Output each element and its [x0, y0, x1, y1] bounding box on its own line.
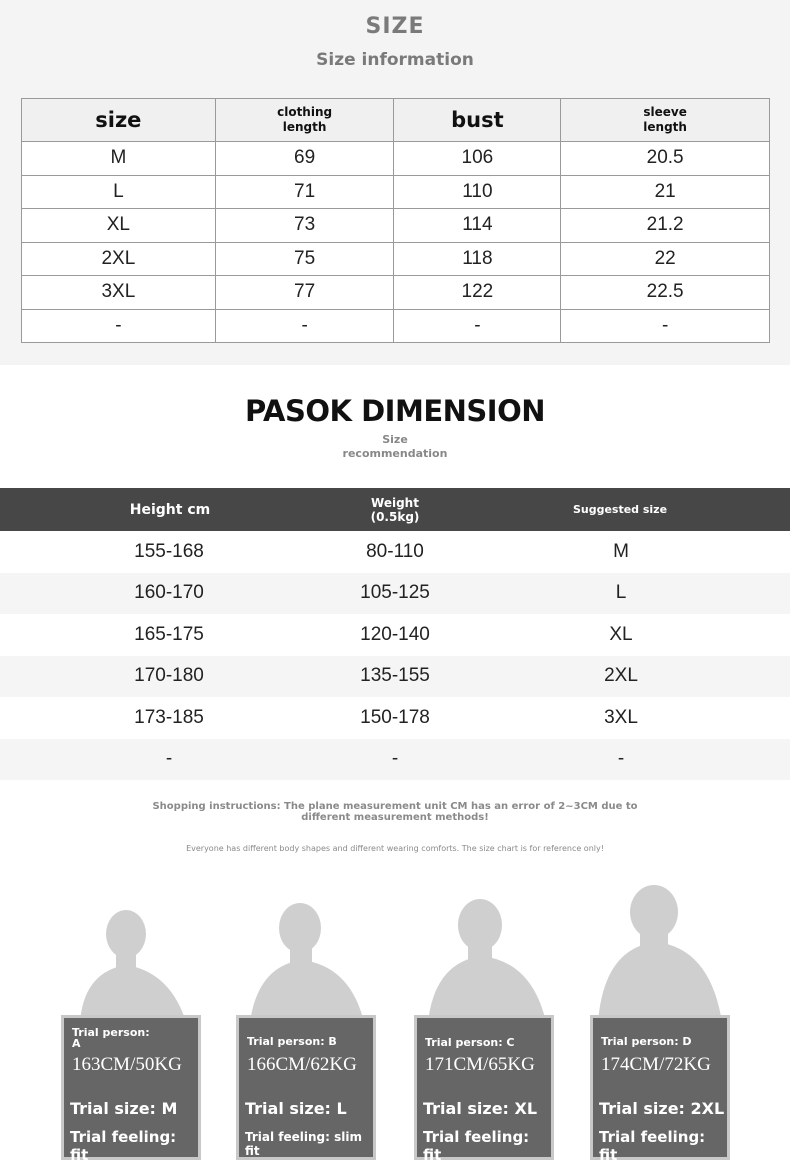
cell-size: - — [22, 309, 216, 343]
trial-feeling: Trial feeling: fit — [423, 1128, 530, 1164]
trial-person-label: Trial person: C — [425, 1036, 515, 1049]
cell-bust: 118 — [394, 242, 561, 276]
cell-clothing-length: 77 — [215, 276, 394, 310]
trial-feeling: Trial feeling: fit — [599, 1128, 706, 1164]
cell-weight: 135-155 — [360, 665, 430, 687]
cell-sleeve-length: 22.5 — [561, 276, 770, 310]
cell-bust: 106 — [394, 142, 561, 176]
cell-size: M — [22, 142, 216, 176]
trial-card-b — [236, 1015, 376, 1160]
section-title: SIZE — [365, 14, 425, 39]
trial-feeling: Trial feeling: fit — [70, 1128, 177, 1164]
trial-feeling: Trial feeling: slim fit — [245, 1130, 362, 1158]
cell-clothing-length: 73 — [215, 209, 394, 243]
trial-measurements: 163CM/50KG — [72, 1054, 182, 1075]
trial-measurements: 174CM/72KG — [601, 1054, 711, 1075]
header-height: Height cm — [129, 501, 211, 518]
trial-size: Trial size: L — [245, 1099, 347, 1118]
cell-suggested-size: - — [617, 748, 625, 770]
cell-height: 160-170 — [134, 582, 204, 604]
cell-weight: 150-178 — [360, 706, 430, 728]
cell-sleeve-length: 21 — [561, 175, 770, 209]
cell-clothing-length: 69 — [215, 142, 394, 176]
cell-suggested-size: 2XL — [604, 665, 638, 687]
cell-height: 165-175 — [134, 623, 204, 645]
cell-bust: 114 — [394, 209, 561, 243]
cell-suggested-size: 3XL — [604, 706, 638, 728]
cell-bust: - — [394, 309, 561, 343]
shopping-instructions: Shopping instructions: The plane measurement unit CM has an error of 2~3CM due to different measurement methods! — [152, 801, 638, 823]
cell-weight: 80-110 — [366, 540, 424, 562]
cell-suggested-size: L — [615, 582, 627, 604]
cell-weight: 120-140 — [360, 623, 430, 645]
cell-height: 155-168 — [134, 540, 204, 562]
trial-card-d — [590, 1015, 730, 1164]
recommendation-subtitle: Size recommendation — [342, 433, 448, 460]
trial-person-label: Trial person: A — [72, 1026, 150, 1050]
cell-bust: 110 — [394, 175, 561, 209]
cell-bust: 122 — [394, 276, 561, 310]
cell-sleeve-length: 22 — [561, 242, 770, 276]
cell-weight: 105-125 — [360, 582, 430, 604]
cell-sleeve-length: 20.5 — [561, 142, 770, 176]
cell-size: XL — [22, 209, 216, 243]
section-subtitle: Size information — [316, 50, 474, 70]
trial-measurements: 171CM/65KG — [425, 1054, 535, 1075]
cell-clothing-length: - — [215, 309, 394, 343]
header-weight: Weight (0.5kg) — [370, 495, 420, 524]
header-sleeve-length: sleeve length — [561, 99, 770, 142]
cell-height: - — [165, 748, 173, 770]
cell-clothing-length: 71 — [215, 175, 394, 209]
reference-disclaimer: Everyone has different body shapes and different wearing comforts. The size chart is for reference only! — [186, 844, 604, 853]
trial-size: Trial size: XL — [423, 1099, 538, 1118]
header-bust: bust — [394, 99, 561, 142]
cell-weight: - — [391, 748, 399, 770]
cell-size: L — [22, 175, 216, 209]
header-clothing-length: clothing length — [215, 99, 394, 142]
trial-card-a — [61, 1015, 201, 1164]
cell-size: 2XL — [22, 242, 216, 276]
cell-sleeve-length: - — [561, 309, 770, 343]
header-size: size — [22, 99, 216, 142]
cell-suggested-size: M — [613, 540, 629, 562]
trial-card-c — [414, 1015, 554, 1164]
cell-height: 170-180 — [134, 665, 204, 687]
trial-size: Trial size: M — [70, 1099, 178, 1118]
cell-suggested-size: XL — [609, 623, 633, 645]
trial-person-label: Trial person: B — [247, 1035, 337, 1048]
trial-person-label: Trial person: D — [601, 1035, 692, 1048]
recommendation-title: PASOK DIMENSION — [244, 394, 546, 428]
cell-clothing-length: 75 — [215, 242, 394, 276]
cell-sleeve-length: 21.2 — [561, 209, 770, 243]
trial-size: Trial size: 2XL — [599, 1099, 725, 1118]
trial-measurements: 166CM/62KG — [247, 1054, 357, 1075]
cell-height: 173-185 — [134, 706, 204, 728]
header-suggested-size: Suggested size — [572, 502, 668, 516]
cell-size: 3XL — [22, 276, 216, 310]
